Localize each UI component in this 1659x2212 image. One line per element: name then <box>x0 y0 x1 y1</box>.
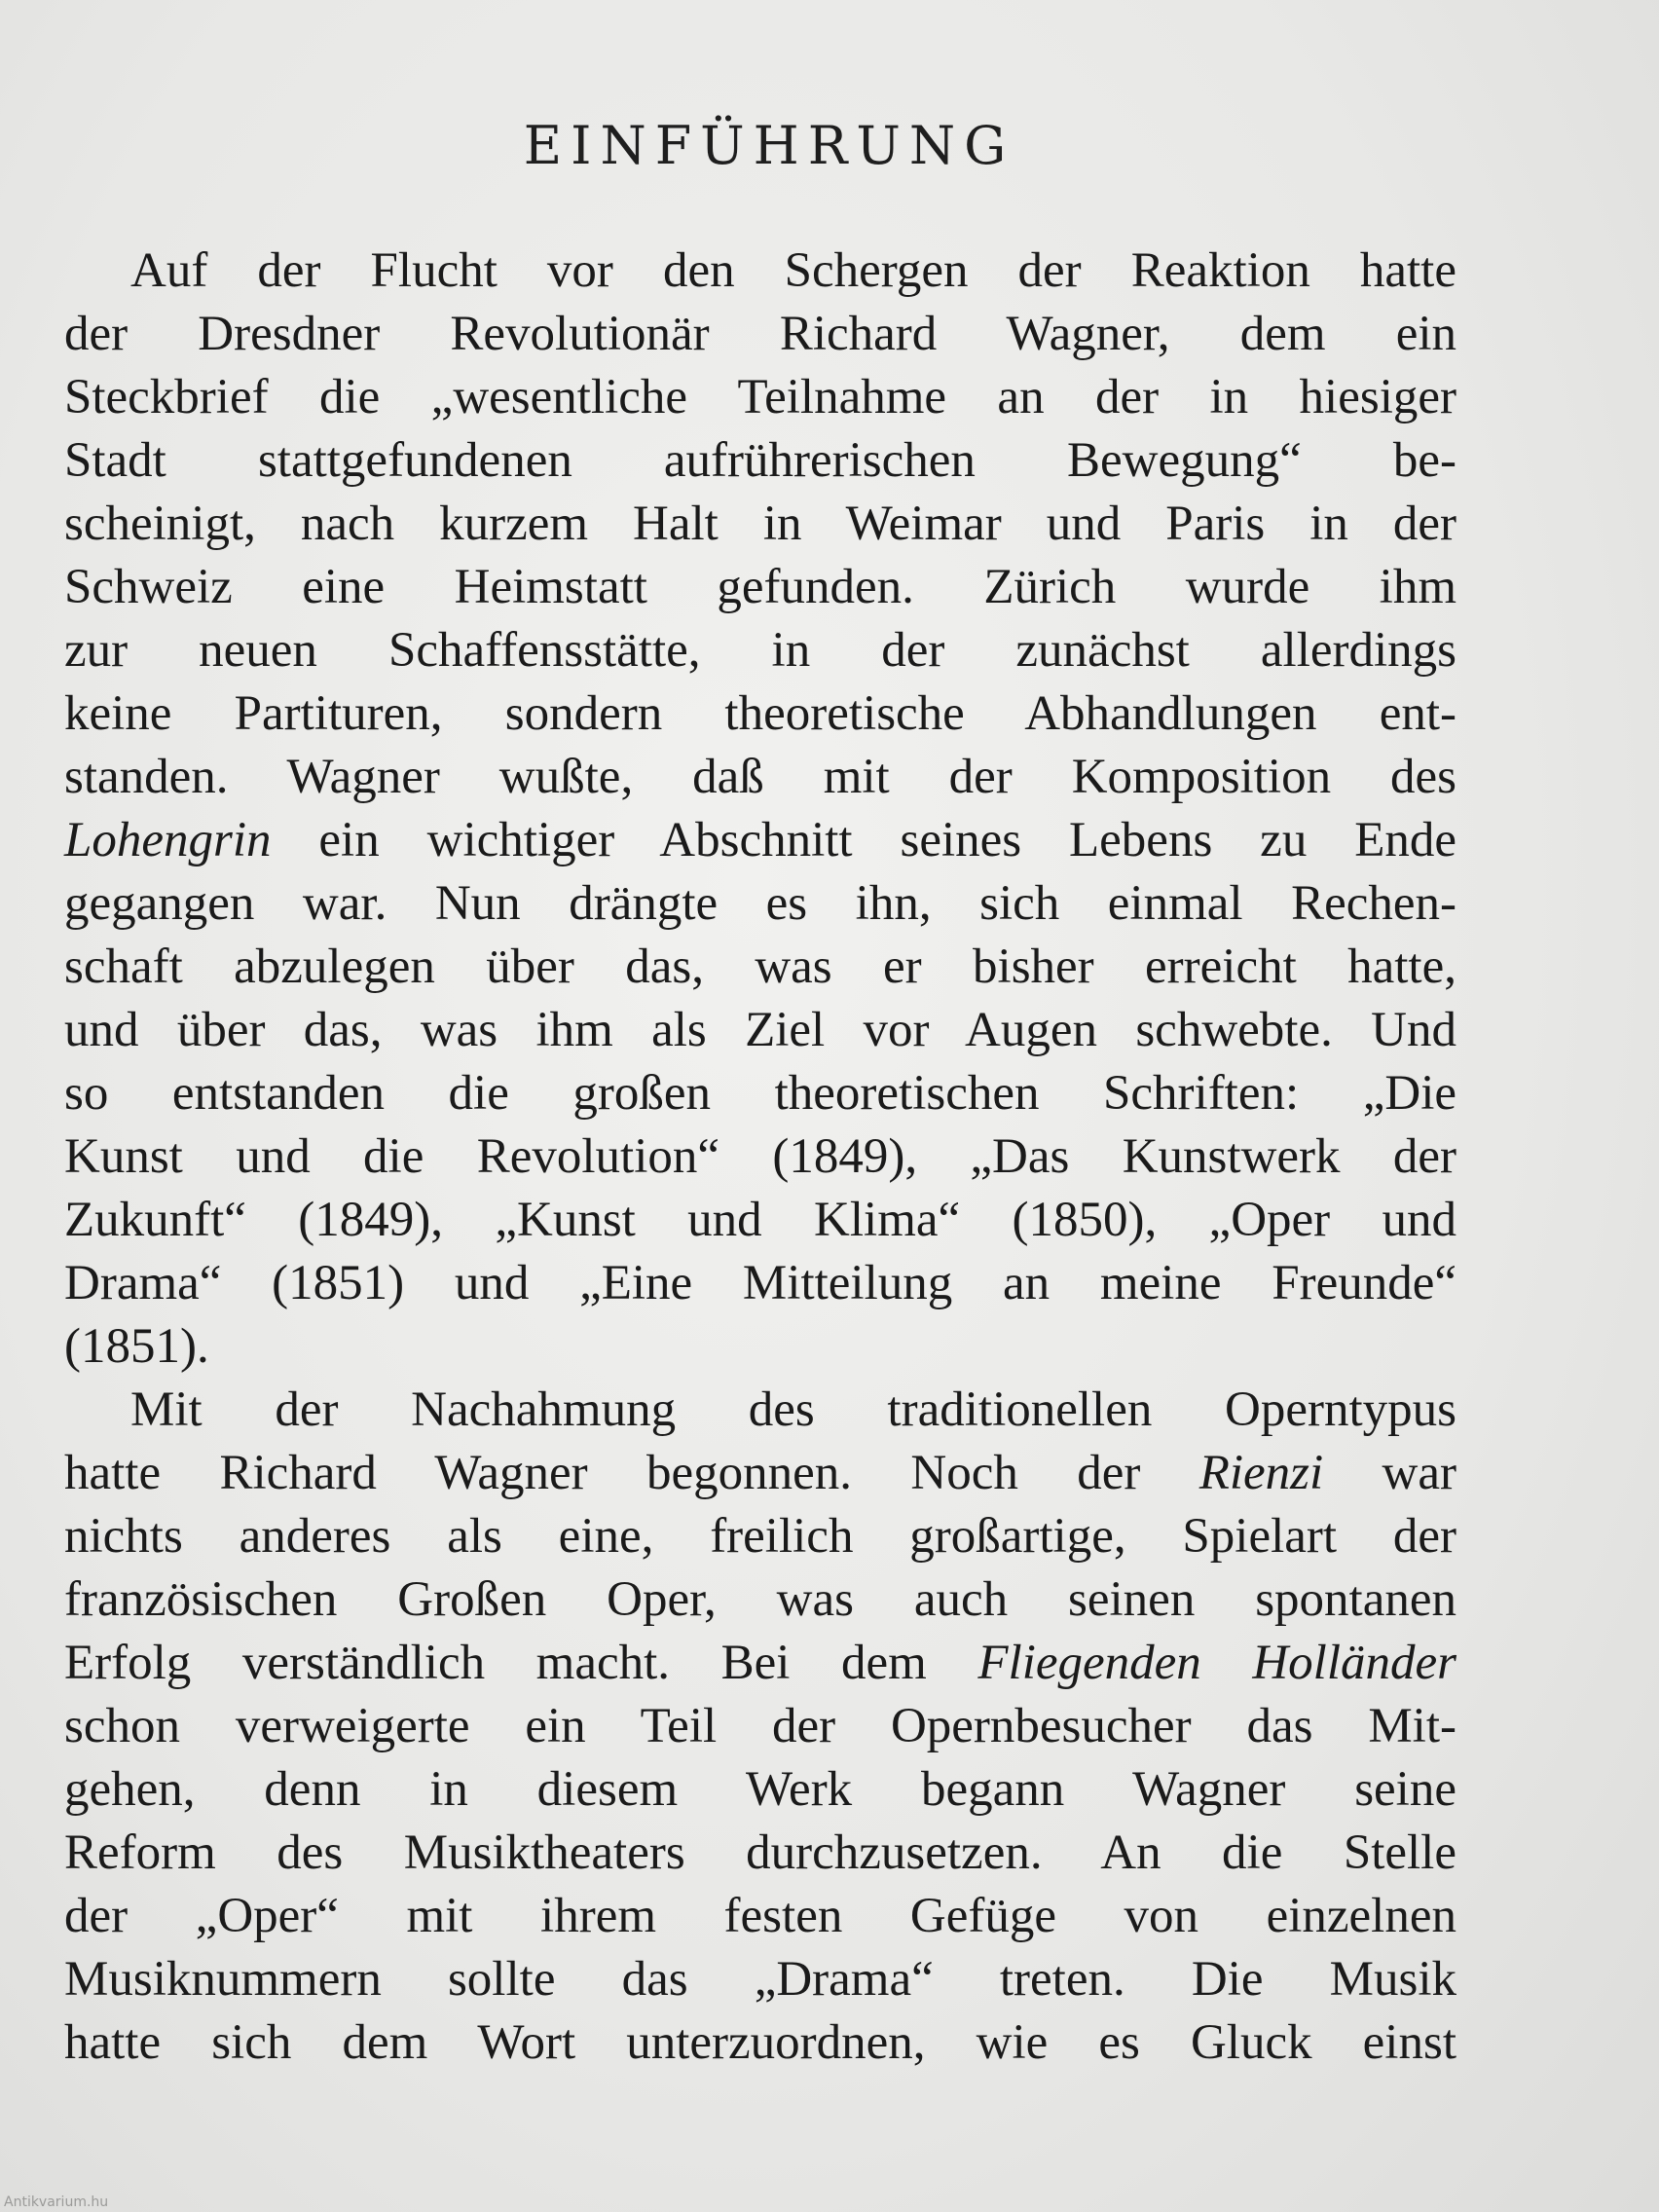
italic-title-rienzi: Rienzi <box>1198 1446 1324 1500</box>
watermark: Antikvarium.hu <box>4 2194 109 2210</box>
text-line: der Dresdner Revolutionär Richard Wagner, dem ein <box>64 307 1456 361</box>
text-line: hatte sich dem Wort unterzuordnen, wie es Gluck einst <box>64 2015 1456 2070</box>
text-line: Musiknummern sollte das „Drama“ treten. Die Musik <box>64 1952 1456 2007</box>
text-line: Auf der Flucht vor den Schergen der Reaktion hatte <box>130 243 1456 298</box>
text-line <box>64 1442 1456 1505</box>
text-line: so entstanden die großen theoretischen Schriften: „Die <box>64 1066 1456 1121</box>
text-line: gehen, denn in diesem Werk begann Wagner seine <box>64 1762 1456 1817</box>
text-segment: hatte Richard Wagner begonnen. Noch der <box>64 1446 1199 1500</box>
italic-title-lohengrin: Lohengrin <box>64 813 272 867</box>
text-line: Steckbrief die „wesentliche Teilnahme an der in hiesiger <box>64 370 1456 424</box>
text-line: standen. Wagner wußte, daß mit der Komposition des <box>64 750 1456 804</box>
text-line: Drama“ (1851) und „Eine Mitteilung an meine Freunde“ <box>64 1256 1456 1310</box>
text-line: gegangen war. Nun drängte es ihn, sich einmal Rechen- <box>64 876 1456 931</box>
text-line: scheinigt, nach kurzem Halt in Weimar und Paris in der <box>64 497 1456 551</box>
text-line: Kunst und die Revolution“ (1849), „Das Kunstwerk der <box>64 1129 1456 1184</box>
text-line <box>64 809 1456 872</box>
text-line <box>64 1632 1456 1695</box>
text-line: Stadt stattgefundenen aufrührerischen Bewegung“ be- <box>64 433 1456 488</box>
text-line: Zukunft“ (1849), „Kunst und Klima“ (1850), „Oper und <box>64 1193 1456 1247</box>
text-line: keine Partituren, sondern theoretische Abhandlungen ent- <box>64 686 1456 741</box>
body-text <box>64 240 1456 2075</box>
text-line: Schweiz eine Heimstatt gefunden. Zürich wurde ihm <box>64 560 1456 614</box>
text-line: (1851). <box>64 1319 209 1374</box>
text-line: Mit der Nachahmung des traditionellen Operntypus <box>130 1382 1456 1437</box>
text-segment: war <box>1323 1446 1456 1500</box>
text-line: schaft abzulegen über das, was er bisher erreicht hatte, <box>64 940 1456 994</box>
text-line: und über das, was ihm als Ziel vor Augen schwebte. Und <box>64 1003 1456 1057</box>
chapter-heading: EINFÜHRUNG <box>523 115 1015 176</box>
text-line: Reform des Musiktheaters durchzusetzen. An die Stelle <box>64 1825 1456 1880</box>
text-line: nichts anderes als eine, freilich großartige, Spielart der <box>64 1509 1456 1564</box>
text-line: zur neuen Schaffensstätte, in der zunächst allerdings <box>64 623 1456 678</box>
text-segment: ein wichtiger Abschnitt seines Lebens zu Ende <box>271 813 1456 867</box>
text-segment: Erfolg verständlich macht. Bei dem <box>64 1636 978 1690</box>
text-line: französischen Großen Oper, was auch seinen spontanen <box>64 1572 1456 1627</box>
italic-title-hollaender: Fliegenden Holländer <box>977 1636 1456 1690</box>
text-line: der „Oper“ mit ihrem festen Gefüge von einzelnen <box>64 1889 1456 1943</box>
text-line: schon verweigerte ein Teil der Opernbesucher das Mit- <box>64 1699 1456 1753</box>
